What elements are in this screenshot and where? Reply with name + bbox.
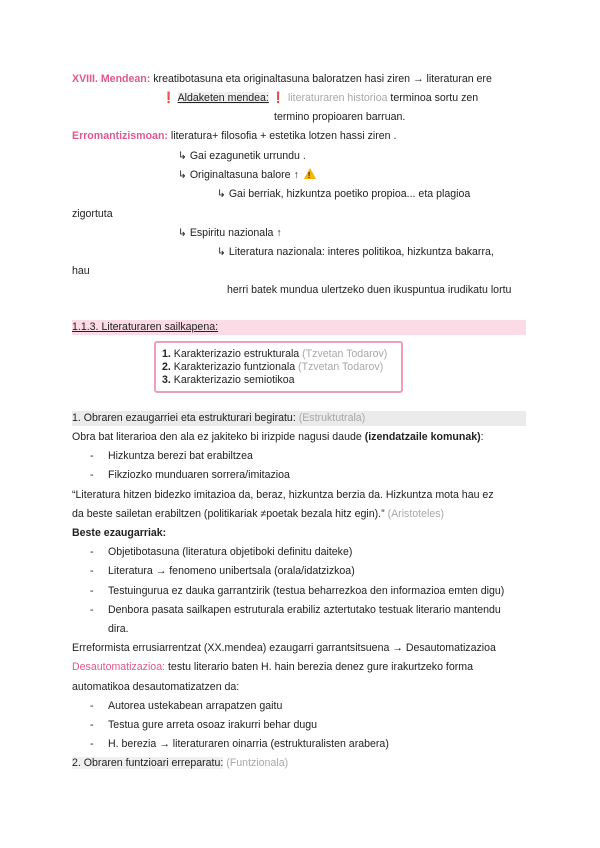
bullet: - <box>90 565 94 577</box>
box-item-text: Karakterizazio estrukturala <box>170 348 300 360</box>
text-xviii: kreatibotasuna eta originaltasuna baloratzen hasi ziren → literaturan ere <box>150 73 492 85</box>
text-erreformista: Erreformista errusiarrentzat (XX.mendea) ezaugarri garrantsitsuena → Desautomatizazioa <box>72 642 496 654</box>
box-item-note: (Tzvetan Todarov) <box>299 348 388 360</box>
bullet: - <box>90 700 94 712</box>
box-item-3 <box>162 373 295 387</box>
text-desautomatizazioa: testu literario baten H. hain berezia denez gure irakurtzeko forma <box>165 661 474 673</box>
list-item-text: Autorea ustekabean arrapatzen gaitu <box>108 700 283 712</box>
bullet: - <box>90 604 94 616</box>
text-erromantizismoan: literatura+ filosofia + estetika lotzen hassi ziren . <box>167 130 397 142</box>
list-item-text: Testuingurua ez dauka garrantzirik (testua beharrezkoa den informazioa emten digu) <box>108 585 505 597</box>
note-historioa: literaturaren historioa <box>285 92 388 104</box>
text-zigortuta: zigortuta <box>72 208 113 220</box>
list-item-text: H. berezia → literaturaren oinarria (estrukturalisten arabera) <box>108 738 389 750</box>
heading-estrukturala-text: 1. Obraren ezaugarriei eta estrukturari begiratu: <box>72 412 296 424</box>
bullet: - <box>90 546 94 558</box>
text-gai-ezagunetik: ↳ Gai ezagunetik urrundu . <box>178 150 306 162</box>
text-izendatzaile: (izendatzaile komunak) <box>364 431 481 443</box>
bullet: - <box>90 469 94 481</box>
paragraph-irizpide <box>72 430 484 444</box>
label-erromantizismoan: Erromantizismoan: <box>72 130 168 142</box>
paragraph-aldaketen <box>162 91 478 105</box>
list-item-text: Fikziozko munduaren sorrera/imitazioa <box>108 469 290 481</box>
text-colon: : <box>480 431 484 443</box>
list-item-text: Literatura → fenomeno unibertsala (orala/idatzizkoa) <box>108 565 355 577</box>
text-irizpide: Obra bat literarioa den ala ez jakiteko bi irizpide nagusi daude <box>72 431 365 443</box>
text-originaltasuna: ↳ Originaltasuna balore ↑ <box>178 169 299 181</box>
note-aristoteles: (Aristoteles) <box>384 508 445 520</box>
text-literatura-nazionala: ↳ Literatura nazionala: interes politikoa, hizkuntza bakarra, <box>217 246 494 258</box>
paragraph-xviii <box>72 72 492 86</box>
paragraph-erromantizismoan <box>72 129 396 143</box>
heading-beste-ezaugarriak: Beste ezaugarriak: <box>72 527 167 539</box>
box-item-text: Karakterizazio semiotikoa <box>170 374 295 386</box>
exclamation-icon: ❗ <box>271 92 286 104</box>
warning-icon <box>304 168 316 179</box>
heading-funtzionala-note: (Funtzionala) <box>223 757 289 769</box>
box-item-1 <box>162 347 387 361</box>
paragraph-desautomatizazioa <box>72 660 473 674</box>
bullet: - <box>90 738 94 750</box>
text-hau: hau <box>72 265 90 277</box>
exclamation-icon: ❗ <box>162 92 176 104</box>
heading-funtzionala <box>72 756 288 770</box>
heading-funtzionala-text: 2. Obraren funtzioari erreparatu: <box>72 757 224 769</box>
paragraph-quote-2 <box>72 507 444 521</box>
text-espiritu: ↳ Espiritu nazionala ↑ <box>178 227 282 239</box>
label-aldaketen: Aldaketen mendea: <box>177 92 269 104</box>
text-aldaketen: terminoa sortu zen <box>387 92 479 104</box>
bullet: - <box>90 585 94 597</box>
label-desautomatizazioa: Desautomatizazioa: <box>72 661 166 673</box>
list-item-text: Objetibotasuna (literatura objetiboki definitu daiteke) <box>108 546 353 558</box>
text-gai-berriak: ↳ Gai berriak, hizkuntza poetiko propioa... eta plagioa <box>217 188 471 200</box>
box-item-text: Karakterizazio funtzionala <box>170 361 296 373</box>
box-item-number: 1. <box>162 348 171 360</box>
heading-sailkapena <box>72 320 218 334</box>
heading-estrukturala-note: (Estruktutrala) <box>295 412 366 424</box>
text-termino: termino propioaren barruan. <box>274 111 406 123</box>
bullet: - <box>90 719 94 731</box>
list-item-text: Testua gure arreta osoaz irakurri behar dugu <box>108 719 318 731</box>
box-item-number: 2. <box>162 361 171 373</box>
text-automatikoa: automatikoa desautomatizatzen da: <box>72 681 240 693</box>
list-item-text: Denbora pasata sailkapen estruturala erabiliz aztertutako testuak literario mantendu <box>108 604 501 616</box>
text-herri-batek: herri batek mundua ulertzeko duen ikuspuntua irudikatu lortu <box>227 284 512 296</box>
box-item-note: (Tzvetan Todarov) <box>295 361 384 373</box>
paragraph-originaltasuna <box>178 168 316 182</box>
heading-sailkapena-text: 1.1.3. Literaturaren sailkapena: <box>72 321 219 333</box>
heading-estrukturala <box>72 411 365 425</box>
text-quote-1: “Literatura hitzen bidezko imitazioa da, beraz, hizkuntza berzia da. Hizkuntza mota hau ez <box>72 489 494 501</box>
list-item-continuation: dira. <box>108 623 129 635</box>
bullet: - <box>90 450 94 462</box>
box-item-number: 3. <box>162 374 171 386</box>
text-quote-2: da beste sailetan erabiltzen (politikariak ≠poetak bezala hitz egin).” <box>72 508 385 520</box>
label-xviii: XVIII. Mendean: <box>72 73 151 85</box>
box-item-2 <box>162 360 383 374</box>
list-item-text: Hizkuntza berezi bat erabiltzea <box>108 450 253 462</box>
